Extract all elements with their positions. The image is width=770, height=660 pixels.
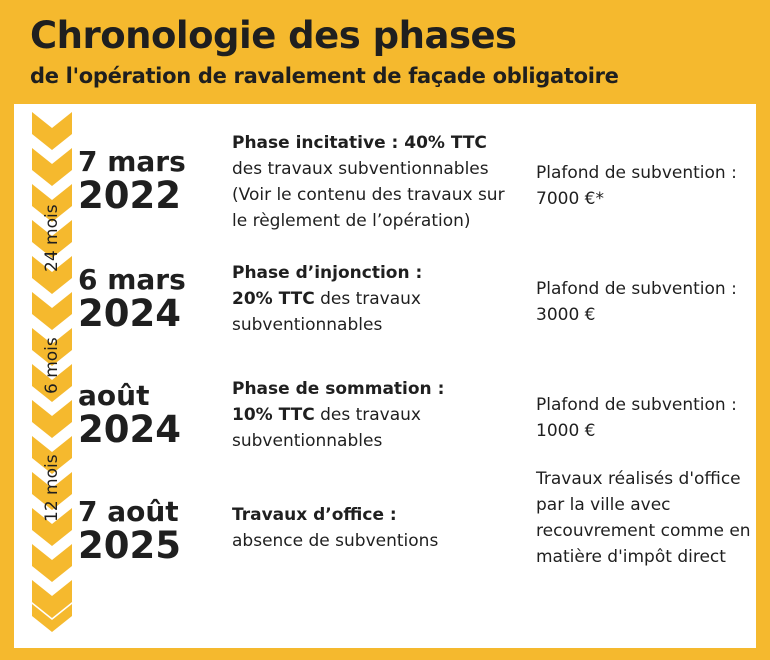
page-subtitle: de l'opération de ravalement de façade obligatoire <box>30 64 619 88</box>
phase-date <box>78 145 186 217</box>
phase-desc: des travaux subventionnables <box>232 289 421 335</box>
subsidy-cap: Travaux réalisés d'office par la ville avec recouvrement comme en matière d'impôt direct <box>536 469 751 567</box>
date-year: 2024 <box>78 291 181 335</box>
phase-rate: 10% TTC <box>232 405 315 425</box>
header <box>0 0 770 104</box>
subsidy-cap: Plafond de subvention : 3000 € <box>536 279 737 325</box>
phase-desc: des travaux subventionnables <box>232 159 489 179</box>
phase-rate: 20% TTC <box>232 289 315 309</box>
phase-title: Phase d’injonction : <box>232 263 423 283</box>
phase-rate: 40% TTC <box>404 133 487 153</box>
phase-title: Phase de sommation : <box>232 379 445 399</box>
period-label: 24 mois <box>42 204 62 272</box>
page-title: Chronologie des phases <box>30 14 517 57</box>
content-panel <box>14 104 756 648</box>
date-year: 2024 <box>78 407 181 451</box>
phase-description <box>232 130 522 234</box>
period-label: 12 mois <box>42 454 62 522</box>
phase-title: Phase incitative : <box>232 133 405 153</box>
phase-title: Travaux d’office : <box>232 505 397 525</box>
phase-date <box>78 263 186 335</box>
subsidy-cap: Plafond de subvention : 1000 € <box>536 395 737 441</box>
date-day: 7 août <box>78 495 179 528</box>
period-label: 6 mois <box>42 337 62 394</box>
phase-description <box>232 502 522 554</box>
date-day: 7 mars <box>78 145 186 178</box>
date-day: août <box>78 379 150 412</box>
phase-date <box>78 495 181 567</box>
phase-description <box>232 376 522 454</box>
phase-desc: des travaux subventionnables <box>232 405 421 451</box>
phase-note: (Voir le contenu des travaux sur le règlement de l’opération) <box>232 185 505 231</box>
phase-desc: absence de subventions <box>232 531 439 551</box>
phase-description <box>232 260 522 338</box>
phase-date <box>78 379 181 451</box>
date-year: 2025 <box>78 523 181 567</box>
date-day: 6 mars <box>78 263 186 296</box>
subsidy-cap: Plafond de subvention : 7000 €* <box>536 163 737 209</box>
date-year: 2022 <box>78 173 181 217</box>
